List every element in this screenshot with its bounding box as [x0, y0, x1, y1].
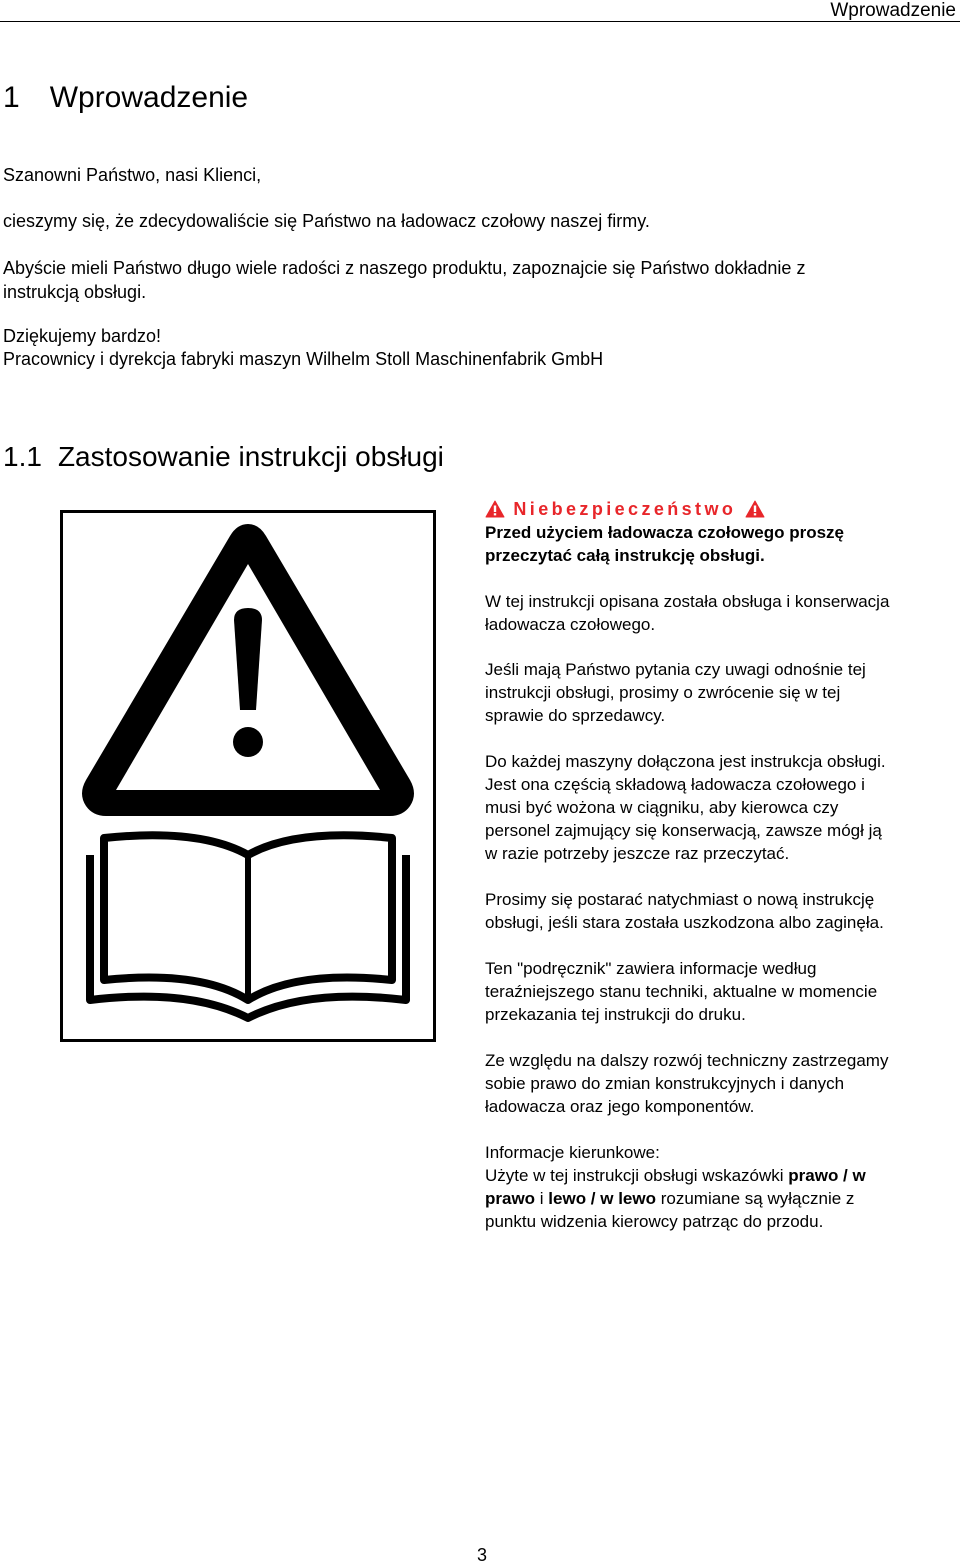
signature: Pracownicy i dyrekcja fabryki maszyn Wilhelm Stoll Maschinenfabrik GmbH: [3, 349, 604, 369]
warning-text-line-2: przeczytać całą instrukcję obsługi.: [485, 546, 765, 565]
directions-term-right-2: prawo: [485, 1189, 536, 1208]
running-header: [0, 0, 960, 22]
paragraph-line: W tej instrukcji opisana została obsługa i konserwacja: [485, 592, 890, 611]
paragraph-line: obsługi, jeśli stara została uszkodzona albo zaginęła.: [485, 913, 884, 932]
section-1-number: 1: [3, 81, 20, 114]
paragraph-line: instrukcji obsługi, prosimy o zwrócenie się w tej: [485, 683, 841, 702]
paragraph-line: musi być wożona w ciągniku, aby kierowca czy: [485, 798, 839, 817]
paragraph-2: [485, 658, 960, 727]
thanks: Dziękujemy bardzo!: [3, 326, 162, 346]
directions-and: i: [535, 1189, 549, 1208]
paragraph-line: personel zajmujący się konserwacją, zawsze mógł ją: [485, 821, 882, 840]
warning-text-line-1: Przed użyciem ładowacza czołowego proszę: [485, 523, 844, 542]
intro-paragraph-2-line-2: instrukcją obsługi.: [3, 282, 147, 302]
warning-title: [485, 497, 765, 521]
paragraph-line: Prosimy się postarać natychmiast o nową instrukcję: [485, 890, 875, 909]
intro-paragraph-2: [3, 256, 805, 304]
directions-term-right: prawo / w: [788, 1166, 866, 1185]
directions-line-2-post: rozumiane są wyłącznie z: [655, 1189, 855, 1208]
paragraph-line: Do każdej maszyny dołączona jest instrukcja obsługi.: [485, 752, 886, 771]
intro-paragraph: cieszymy się, że zdecydowaliście się Państwo na ładowacz czołowy naszej firmy.: [3, 211, 650, 231]
directions-line-1-pre: Użyte w tej instrukcji obsługi wskazówki: [485, 1166, 789, 1185]
intro-paragraph-2-line-1: Abyście mieli Państwo długo wiele radości z naszego produktu, zapoznajcie się Państwo dokładnie z: [3, 258, 806, 278]
paragraph-5: [485, 957, 960, 1026]
paragraph-1: [485, 590, 960, 636]
directions-line-3: punktu widzenia kierowcy patrząc do przodu.: [485, 1212, 824, 1231]
paragraph-line: Jest ona częścią składową ładowacza czołowego i: [485, 775, 865, 794]
directions-paragraph: [485, 1141, 960, 1233]
section-1-1-title: Zastosowanie instrukcji obsługi: [57, 441, 444, 472]
warning-text: [485, 521, 960, 567]
directions-term-left: lewo / w lewo: [548, 1189, 656, 1208]
warning-triangle-icon: [485, 500, 505, 518]
paragraph-4: [485, 888, 960, 934]
warning-title-text: Niebezpieczeństwo: [513, 499, 737, 519]
running-header-title: Wprowadzenie: [830, 0, 956, 21]
section-1-heading: [3, 80, 248, 116]
paragraph-line: w razie potrzeby jeszcze raz przeczytać.: [485, 844, 790, 863]
section-1-1-heading: [3, 440, 444, 474]
paragraph-line: przekazania tej instrukcji do druku.: [485, 1005, 746, 1024]
paragraph-line: ładowacza czołowego.: [485, 615, 656, 634]
section-1-title: Wprowadzenie: [49, 81, 249, 114]
paragraph-line: Jeśli mają Państwo pytania czy uwagi odnośnie tej: [485, 660, 866, 679]
paragraph-line: sprawie do sprzedawcy.: [485, 706, 666, 725]
warning-triangle-icon: [745, 500, 765, 518]
paragraph-3: [485, 750, 960, 865]
paragraph-line: ładowacza oraz jego komponentów.: [485, 1097, 755, 1116]
paragraph-line: Ten "podręcznik" zawiera informacje według: [485, 959, 817, 978]
paragraph-line: Ze względu na dalszy rozwój techniczny zastrzegamy: [485, 1051, 889, 1070]
directions-heading: Informacje kierunkowe:: [485, 1143, 660, 1162]
page-number: 3: [477, 1545, 488, 1565]
paragraph-line: sobie prawo do zmian konstrukcyjnych i danych: [485, 1074, 845, 1093]
paragraph-6: [485, 1049, 960, 1118]
read-manual-warning-sign-icon: [60, 510, 436, 1042]
paragraph-line: teraźniejszego stanu techniki, aktualne w momencie: [485, 982, 878, 1001]
greeting: Szanowni Państwo, nasi Klienci,: [3, 165, 262, 185]
section-1-1-number: 1.1: [3, 441, 42, 472]
